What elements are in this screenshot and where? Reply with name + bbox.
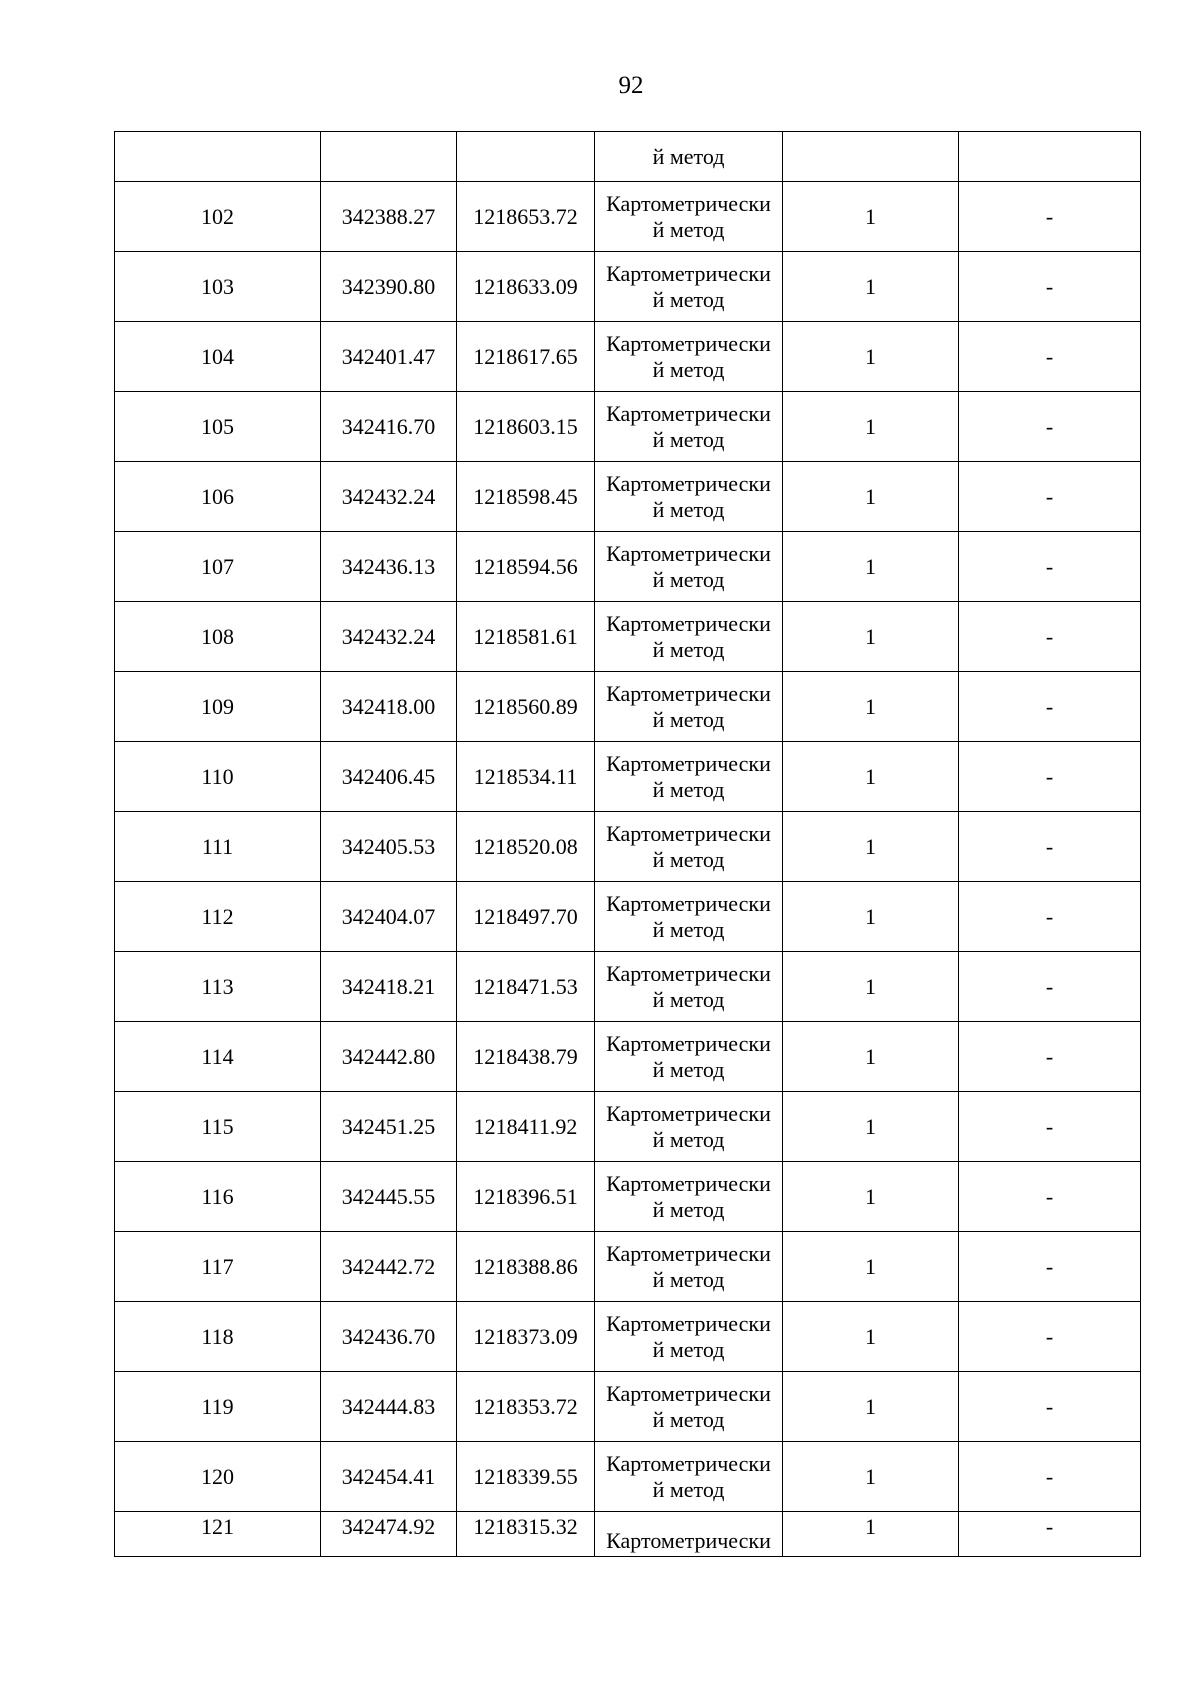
cell-num: 113 — [115, 952, 321, 1022]
cell-note: - — [959, 392, 1141, 462]
cell-num: 115 — [115, 1092, 321, 1162]
cell-method — [595, 1372, 783, 1442]
method-line-1: Картометрически — [606, 400, 771, 426]
method-line-1: Картометрически — [606, 680, 771, 706]
cell-method — [595, 882, 783, 952]
cell-x: 342442.72 — [321, 1232, 457, 1302]
method-line-2: й метод — [652, 1476, 725, 1502]
method-tail: й метод — [652, 143, 725, 169]
cell-accuracy: 1 — [783, 742, 959, 812]
cell-method — [595, 1302, 783, 1372]
table-row — [115, 182, 1141, 252]
method-line-1: Картометрически — [606, 330, 771, 356]
method-line-2: й метод — [652, 496, 725, 522]
cell-y: 1218653.72 — [457, 182, 595, 252]
cell-method — [595, 1442, 783, 1512]
cell-x: 342416.70 — [321, 392, 457, 462]
cell-num: 110 — [115, 742, 321, 812]
cell-y: 1218603.15 — [457, 392, 595, 462]
cell-num — [115, 132, 321, 182]
table-row — [115, 882, 1141, 952]
cell-accuracy: 1 — [783, 1372, 959, 1442]
cell-x: 342405.53 — [321, 812, 457, 882]
cell-note: - — [959, 882, 1141, 952]
method-line-1: Картометрически — [606, 190, 771, 216]
method-line-1: Картометрически — [606, 1170, 771, 1196]
method-line-2: й метод — [652, 636, 725, 662]
cell-y: 1218353.72 — [457, 1372, 595, 1442]
method-line-1: Картометрически — [606, 960, 771, 986]
cell-y — [457, 132, 595, 182]
cell-accuracy: 1 — [783, 1232, 959, 1302]
cell-note: - — [959, 252, 1141, 322]
table-row — [115, 322, 1141, 392]
method-line-1: Картометрически — [606, 1380, 771, 1406]
cell-x: 342418.21 — [321, 952, 457, 1022]
table-row — [115, 952, 1141, 1022]
method-line-2: й метод — [652, 916, 725, 942]
cell-note: - — [959, 1092, 1141, 1162]
table-row — [115, 742, 1141, 812]
table-row — [115, 672, 1141, 742]
table-row — [115, 1092, 1141, 1162]
table-row — [115, 1442, 1141, 1512]
cell-y: 1218411.92 — [457, 1092, 595, 1162]
cell-x: 342432.24 — [321, 602, 457, 672]
cell-num: 102 — [115, 182, 321, 252]
table-row — [115, 1372, 1141, 1442]
cell-accuracy: 1 — [783, 1022, 959, 1092]
cell-num: 109 — [115, 672, 321, 742]
cell-y: 1218520.08 — [457, 812, 595, 882]
cell-note: - — [959, 1442, 1141, 1512]
cell-num: 104 — [115, 322, 321, 392]
table-row — [115, 1232, 1141, 1302]
cell-method — [595, 1162, 783, 1232]
table-row — [115, 1022, 1141, 1092]
cell-accuracy: 1 — [783, 1092, 959, 1162]
cell-note: - — [959, 1232, 1141, 1302]
cell-accuracy: 1 — [783, 532, 959, 602]
cell-y: 1218339.55 — [457, 1442, 595, 1512]
method-line-2: й метод — [652, 846, 725, 872]
cell-num: 118 — [115, 1302, 321, 1372]
cell-accuracy: 1 — [783, 462, 959, 532]
cell-num: 117 — [115, 1232, 321, 1302]
cell-method — [595, 392, 783, 462]
cell-note: - — [959, 182, 1141, 252]
method-line-1: Картометрически — [606, 750, 771, 776]
table-row — [115, 1302, 1141, 1372]
cell-accuracy: 1 — [783, 392, 959, 462]
cell-x: 342388.27 — [321, 182, 457, 252]
cell-num: 121 — [115, 1512, 321, 1557]
cell-x — [321, 132, 457, 182]
cell-note: - — [959, 532, 1141, 602]
cell-x: 342444.83 — [321, 1372, 457, 1442]
cell-y: 1218534.11 — [457, 742, 595, 812]
method-line-2: й метод — [652, 1406, 725, 1432]
cell-note: - — [959, 812, 1141, 882]
cell-y: 1218396.51 — [457, 1162, 595, 1232]
method-line-2: й метод — [652, 1266, 725, 1292]
cell-y: 1218560.89 — [457, 672, 595, 742]
cell-x: 342442.80 — [321, 1022, 457, 1092]
cell-method — [595, 672, 783, 742]
cell-num: 114 — [115, 1022, 321, 1092]
cell-method — [595, 742, 783, 812]
table-row — [115, 812, 1141, 882]
cell-accuracy: 1 — [783, 1162, 959, 1232]
cell-x: 342432.24 — [321, 462, 457, 532]
page-number: 92 — [618, 72, 644, 99]
cell-method — [595, 602, 783, 672]
cell-method — [595, 322, 783, 392]
cell-accuracy: 1 — [783, 672, 959, 742]
cell-y: 1218581.61 — [457, 602, 595, 672]
cell-note: - — [959, 1022, 1141, 1092]
cell-note: - — [959, 742, 1141, 812]
method-line-1: Картометрически — [606, 1240, 771, 1266]
cell-y: 1218598.45 — [457, 462, 595, 532]
cell-note: - — [959, 1372, 1141, 1442]
table-row — [115, 1162, 1141, 1232]
cell-note: - — [959, 322, 1141, 392]
cell-accuracy: 1 — [783, 602, 959, 672]
cell-method — [595, 1092, 783, 1162]
cell-num: 106 — [115, 462, 321, 532]
cell-method — [595, 1022, 783, 1092]
cell-method — [595, 1512, 783, 1557]
cell-num: 119 — [115, 1372, 321, 1442]
cell-method — [595, 252, 783, 322]
cell-x: 342436.13 — [321, 532, 457, 602]
cell-method — [595, 182, 783, 252]
method-line-2: й метод — [652, 1336, 725, 1362]
cell-method — [595, 532, 783, 602]
method-line-1: Картометрически — [606, 470, 771, 496]
cell-method — [595, 462, 783, 532]
cell-accuracy: 1 — [783, 1302, 959, 1372]
method-line-1: Картометрически — [606, 1100, 771, 1126]
cell-note: - — [959, 1302, 1141, 1372]
cell-num: 112 — [115, 882, 321, 952]
table-row-last — [115, 1512, 1141, 1557]
coordinates-table — [114, 131, 1141, 1557]
cell-note: - — [959, 602, 1141, 672]
method-line-2: й метод — [652, 776, 725, 802]
cell-method — [595, 812, 783, 882]
cell-method — [595, 1232, 783, 1302]
cell-y: 1218633.09 — [457, 252, 595, 322]
cell-note: - — [959, 1162, 1141, 1232]
table-row — [115, 252, 1141, 322]
cell-accuracy: 1 — [783, 1512, 959, 1557]
cell-method — [595, 952, 783, 1022]
cell-y: 1218594.56 — [457, 532, 595, 602]
cell-x: 342474.92 — [321, 1512, 457, 1557]
method-line-1: Картометрически — [606, 820, 771, 846]
cell-x: 342454.41 — [321, 1442, 457, 1512]
method-line-1: Картометрически — [606, 610, 771, 636]
cell-note: - — [959, 952, 1141, 1022]
cell-x: 342451.25 — [321, 1092, 457, 1162]
cell-x: 342404.07 — [321, 882, 457, 952]
method-line-1: Картометрически — [606, 1310, 771, 1336]
cell-accuracy: 1 — [783, 322, 959, 392]
table-row — [115, 602, 1141, 672]
cell-accuracy: 1 — [783, 1442, 959, 1512]
method-line-2: й метод — [652, 986, 725, 1012]
cell-x: 342401.47 — [321, 322, 457, 392]
method-line-2: й метод — [652, 356, 725, 382]
cell-note — [959, 132, 1141, 182]
table-row — [115, 532, 1141, 602]
cell-accuracy — [783, 132, 959, 182]
method-line-2: й метод — [652, 1056, 725, 1082]
method-line-2: й метод — [652, 1196, 725, 1222]
cell-accuracy: 1 — [783, 882, 959, 952]
table-row-continued — [115, 132, 1141, 182]
table-body — [115, 132, 1141, 1557]
cell-y: 1218373.09 — [457, 1302, 595, 1372]
cell-x: 342445.55 — [321, 1162, 457, 1232]
cell-x: 342406.45 — [321, 742, 457, 812]
cell-x: 342390.80 — [321, 252, 457, 322]
cell-note: - — [959, 672, 1141, 742]
table-row — [115, 392, 1141, 462]
method-line-1: Картометрически — [606, 260, 771, 286]
method-line-2: й метод — [652, 286, 725, 312]
method-line-2: й метод — [652, 426, 725, 452]
cell-num: 108 — [115, 602, 321, 672]
method-line-2: й метод — [652, 1126, 725, 1152]
cell-num: 105 — [115, 392, 321, 462]
cell-y: 1218438.79 — [457, 1022, 595, 1092]
method-line-2: й метод — [652, 216, 725, 242]
method-line-2: й метод — [652, 566, 725, 592]
cell-y: 1218497.70 — [457, 882, 595, 952]
cell-num: 111 — [115, 812, 321, 882]
method-line-1: Картометрически — [606, 540, 771, 566]
cell-x: 342436.70 — [321, 1302, 457, 1372]
cell-y: 1218617.65 — [457, 322, 595, 392]
method-line-1: Картометрически — [606, 890, 771, 916]
table-row — [115, 462, 1141, 532]
cell-y: 1218471.53 — [457, 952, 595, 1022]
cell-note: - — [959, 1512, 1141, 1557]
cell-num: 116 — [115, 1162, 321, 1232]
method-line-1: Картометрически — [606, 1528, 771, 1553]
cell-method — [595, 132, 783, 182]
method-line-1: Картометрически — [606, 1030, 771, 1056]
cell-x: 342418.00 — [321, 672, 457, 742]
cell-num: 107 — [115, 532, 321, 602]
cell-accuracy: 1 — [783, 252, 959, 322]
cell-y: 1218315.32 — [457, 1512, 595, 1557]
cell-num: 103 — [115, 252, 321, 322]
cell-y: 1218388.86 — [457, 1232, 595, 1302]
cell-note: - — [959, 462, 1141, 532]
cell-num: 120 — [115, 1442, 321, 1512]
cell-accuracy: 1 — [783, 812, 959, 882]
cell-accuracy: 1 — [783, 952, 959, 1022]
cell-accuracy: 1 — [783, 182, 959, 252]
method-line-1: Картометрически — [606, 1450, 771, 1476]
method-line-2: й метод — [652, 706, 725, 732]
